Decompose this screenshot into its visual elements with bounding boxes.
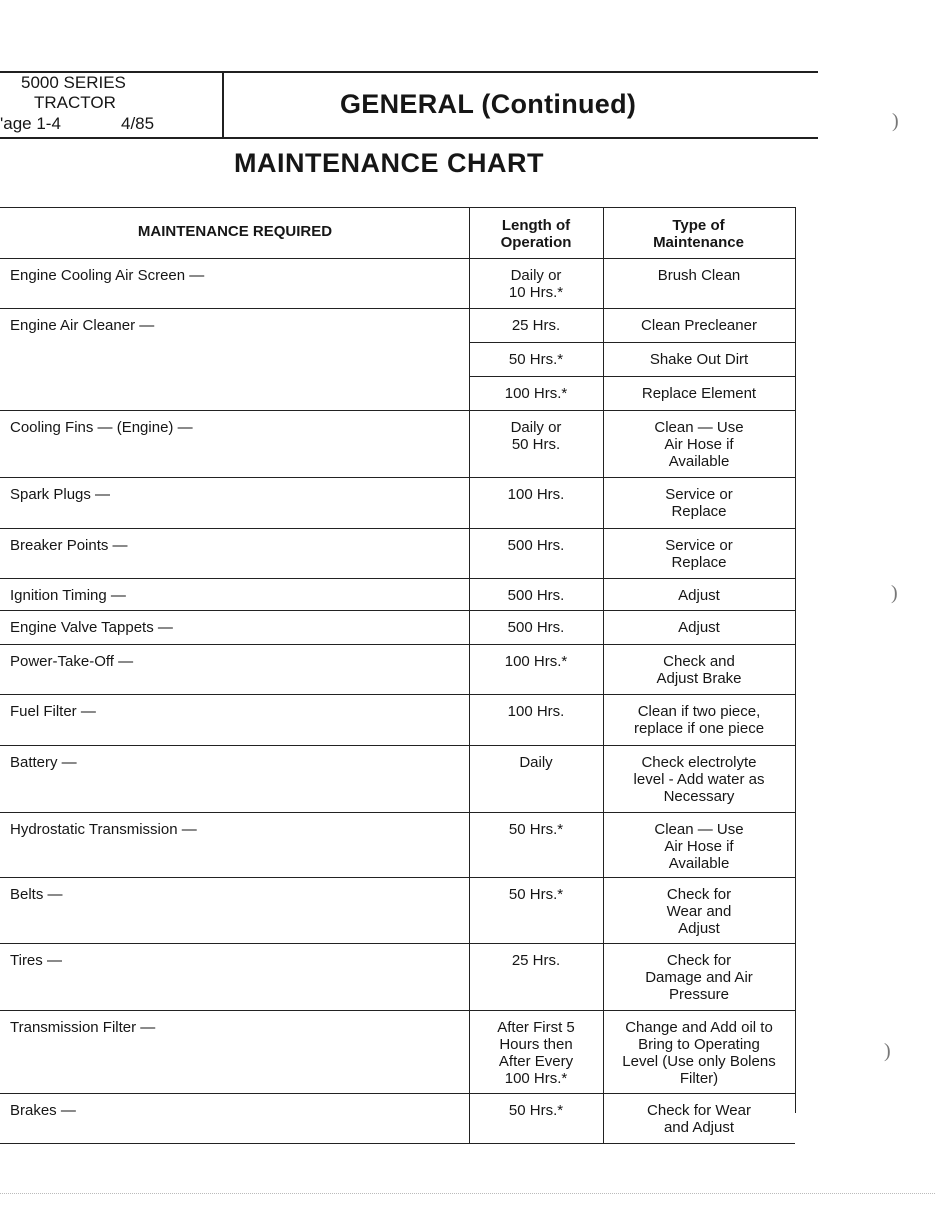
column-header-length: Length of Operation: [500, 217, 572, 251]
table-cell-item: Belts —: [10, 886, 63, 903]
table-cell-type: Clean Precleaner: [641, 317, 757, 334]
table-cell-item: Brakes —: [10, 1102, 76, 1119]
table-cell-length: 50 Hrs.*: [508, 1102, 564, 1119]
table-cell-length: Daily: [519, 754, 553, 771]
column-header-type: Type of Maintenance: [653, 217, 744, 251]
table-cell-type: Replace Element: [641, 385, 757, 402]
row-rule: [0, 308, 795, 309]
table-header-rule: [0, 258, 795, 259]
table-cell-length: 100 Hrs.*: [504, 653, 568, 670]
revision-date: 4/85: [121, 114, 155, 133]
table-cell-length: 50 Hrs.*: [508, 351, 564, 368]
table-cell-type: Clean — Use Air Hose if Available: [654, 821, 744, 872]
row-rule: [469, 376, 795, 377]
table-cell-length: 100 Hrs.: [507, 486, 565, 503]
row-rule: [0, 644, 795, 645]
table-cell-type: Shake Out Dirt: [649, 351, 749, 368]
table-cell-type: Check and Adjust Brake: [656, 653, 742, 687]
table-cell-item: Spark Plugs —: [10, 486, 111, 503]
table-cell-type: Service or Replace: [665, 537, 733, 571]
table-cell-length: After First 5 Hours then After Every 100 Hrs.*: [497, 1019, 575, 1087]
table-cell-item: Ignition Timing —: [10, 587, 126, 604]
row-rule: [0, 477, 795, 478]
table-cell-type: Check for Wear and Adjust: [647, 1102, 751, 1136]
table-cell-length: Daily or 50 Hrs.: [510, 419, 562, 453]
table-cell-length: 100 Hrs.*: [504, 385, 568, 402]
page-number: 'age 1-4: [0, 114, 61, 133]
product-label: TRACTOR: [34, 93, 116, 112]
table-cell-item: Engine Cooling Air Screen —: [10, 267, 205, 284]
table-cell-item: Engine Valve Tappets —: [10, 619, 173, 636]
table-cell-item: Breaker Points —: [10, 537, 128, 554]
table-cell-length: 50 Hrs.*: [508, 886, 564, 903]
table-cell-length: 500 Hrs.: [507, 587, 565, 604]
row-rule: [0, 410, 795, 411]
row-rule: [0, 578, 795, 579]
table-cell-item: Power-Take-Off —: [10, 653, 134, 670]
series-label: 5000 SERIES: [21, 73, 126, 92]
table-cell-item: Transmission Filter —: [10, 1019, 156, 1036]
table-cell-type: Clean if two piece, replace if one piece: [633, 703, 765, 737]
column-divider-1: [469, 207, 470, 1143]
table-cell-length: 50 Hrs.*: [508, 821, 564, 838]
row-rule: [0, 943, 795, 944]
table-cell-length: 100 Hrs.: [507, 703, 565, 720]
scan-mark: ): [891, 582, 898, 604]
table-cell-length: 25 Hrs.: [511, 317, 561, 334]
scan-edge: [0, 1193, 935, 1194]
table-cell-item: Cooling Fins — (Engine) —: [10, 419, 193, 436]
row-rule: [0, 1010, 795, 1011]
table-cell-type: Change and Add oil to Bring to Operating Level (Use only Bolens Filter): [622, 1019, 776, 1087]
scan-mark: ): [884, 1040, 891, 1062]
row-rule: [0, 745, 795, 746]
table-cell-length: 500 Hrs.: [507, 619, 565, 636]
page-title: MAINTENANCE CHART: [234, 148, 544, 178]
table-top-rule: [0, 207, 795, 208]
table-cell-type: Service or Replace: [665, 486, 733, 520]
table-cell-length: 500 Hrs.: [507, 537, 565, 554]
row-rule: [469, 342, 795, 343]
table-cell-item: Battery —: [10, 754, 77, 771]
row-rule: [0, 812, 795, 813]
table-cell-type: Check for Wear and Adjust: [666, 886, 732, 937]
row-rule: [0, 877, 795, 878]
row-rule: [0, 610, 795, 611]
table-cell-length: 25 Hrs.: [511, 952, 561, 969]
table-cell-item: Fuel Filter —: [10, 703, 96, 720]
scan-mark: ): [892, 110, 899, 132]
row-rule: [0, 1143, 795, 1144]
section-title: GENERAL (Continued): [340, 89, 637, 119]
table-cell-type: Check electrolyte level - Add water as Necessary: [633, 754, 765, 805]
table-cell-type: Adjust: [678, 587, 720, 604]
table-cell-length: Daily or 10 Hrs.*: [508, 267, 564, 301]
row-rule: [0, 528, 795, 529]
table-cell-type: Adjust: [678, 619, 720, 636]
table-right-edge: [795, 207, 796, 1113]
table-cell-type: Check for Damage and Air Pressure: [645, 952, 753, 1003]
table-cell-item: Engine Air Cleaner —: [10, 317, 155, 334]
column-header-maintenance-required: MAINTENANCE REQUIRED: [137, 223, 333, 240]
table-cell-item: Tires —: [10, 952, 62, 969]
table-cell-item: Hydrostatic Transmission —: [10, 821, 197, 838]
row-rule: [0, 1093, 795, 1094]
table-cell-type: Brush Clean: [657, 267, 741, 284]
table-cell-type: Clean — Use Air Hose if Available: [654, 419, 744, 470]
row-rule: [0, 694, 795, 695]
